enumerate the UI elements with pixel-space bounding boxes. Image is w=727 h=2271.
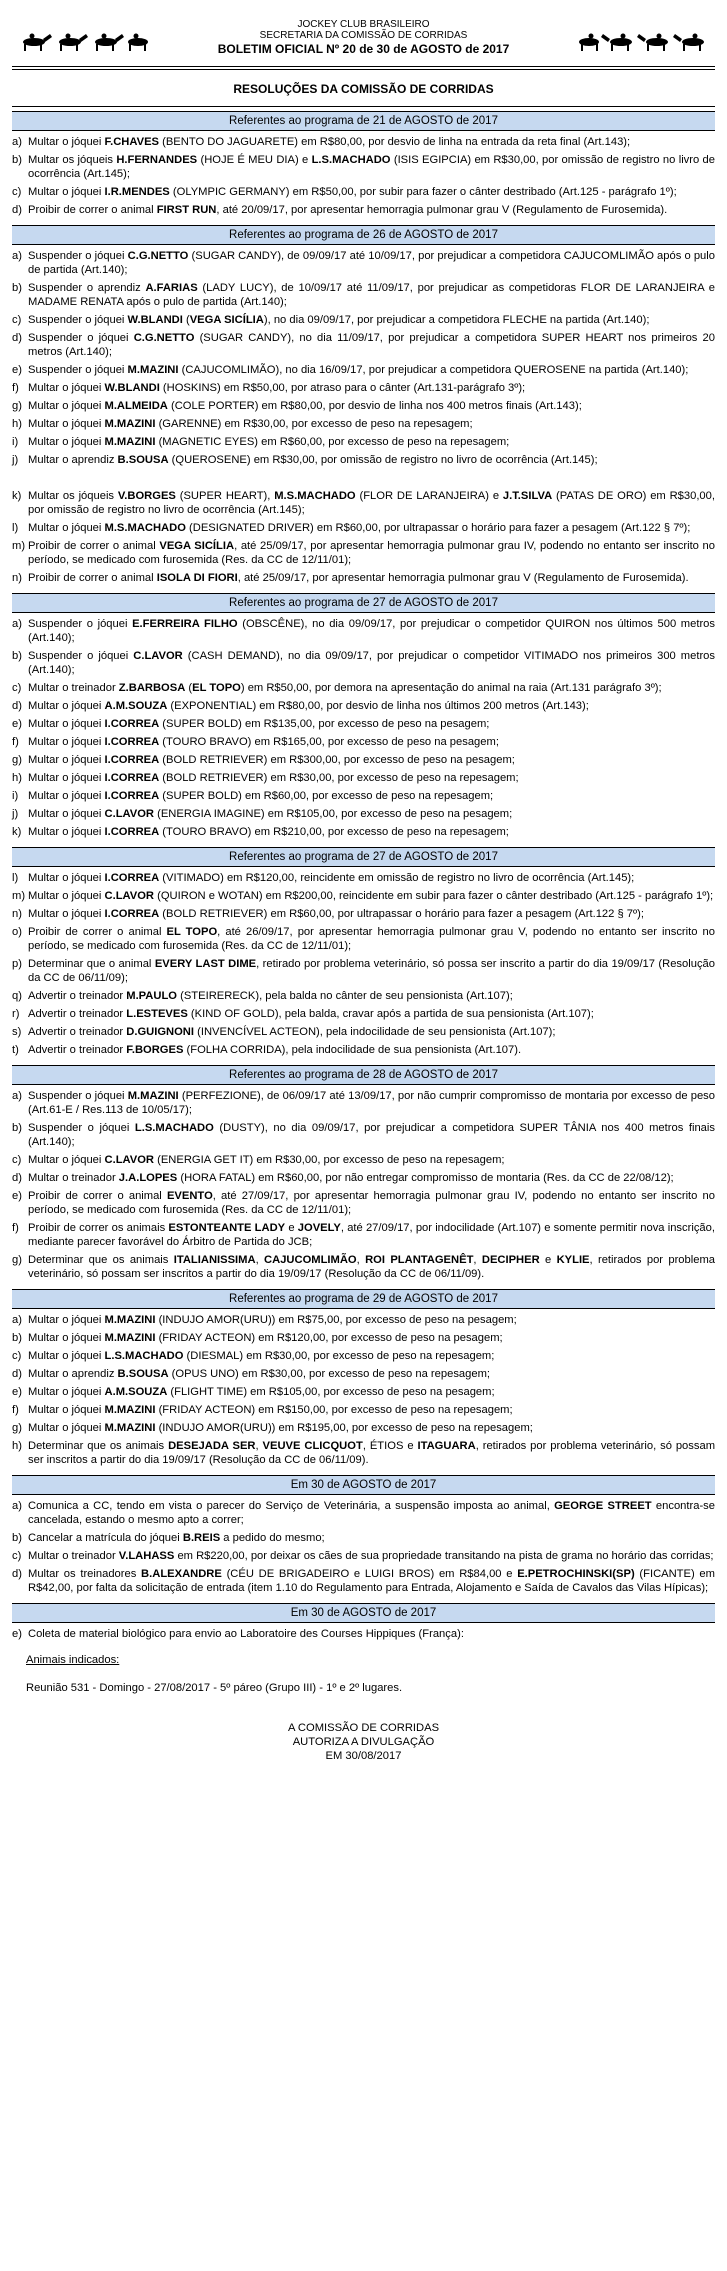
item-letter: j) bbox=[12, 454, 19, 466]
resolution-item bbox=[12, 1549, 715, 1563]
item-letter: c) bbox=[12, 1550, 22, 1562]
item-letter: h) bbox=[12, 1440, 22, 1452]
item-letter: d) bbox=[12, 700, 22, 712]
section-title: Referentes ao programa de 26 de AGOSTO de 2017 bbox=[12, 225, 715, 245]
item-text: Multar o jóquei M.S.MACHADO (DESIGNATED DRIVER) em R$60,00, por ultrapassar o horário para fazer a pesagem (Art.122 § 7º); bbox=[28, 522, 691, 534]
item-letter: l) bbox=[12, 522, 19, 534]
header-rule bbox=[12, 69, 715, 70]
item-text: Suspender o jóquei W.BLANDI (VEGA SICÍLIA), no dia 09/09/17, por prejudicar a competidora FLECHE na partida (Art.140); bbox=[28, 314, 650, 326]
resolution-item bbox=[12, 789, 715, 803]
main-title-rule bbox=[12, 106, 715, 107]
item-letter: f) bbox=[12, 1404, 19, 1416]
item-text: Multar o jóquei I.CORREA (BOLD RETRIEVER) em R$300,00, por excesso de peso na pesagem; bbox=[28, 754, 515, 766]
item-letter: d) bbox=[12, 1368, 22, 1380]
resolution-item bbox=[12, 135, 715, 149]
item-letter: n) bbox=[12, 572, 22, 584]
item-text: Proibir de correr o animal VEGA SICÍLIA, até 25/09/17, por apresentar hemorragia pulmonar grau IV, podendo no entanto ser inscrito no período, se medicado com furosemida (Res. da CC de 12/11/01); bbox=[28, 540, 715, 566]
resolution-item bbox=[12, 681, 715, 695]
item-letter: c) bbox=[12, 186, 22, 198]
item-text: Determinar que os animais DESEJADA SER, VEUVE CLICQUOT, ÉTIOS e ITAGUARA, retirados por problema veterinário, só possam ser inscritos a partir do dia 19/09/17 (Resolução da CC de 06/11/09). bbox=[28, 1440, 716, 1466]
item-letter: b) bbox=[12, 1332, 22, 1344]
item-letter: j) bbox=[12, 808, 19, 820]
item-letter: s) bbox=[12, 1026, 22, 1038]
footer-line: AUTORIZA A DIVULGAÇÃO bbox=[292, 1736, 435, 1748]
item-letter: b) bbox=[12, 1532, 22, 1544]
item-text: Multar o jóquei C.LAVOR (QUIRON e WOTAN) em R$200,00, reincidente em subir para fazer o cânter destribado (Art.125 - parágrafo 1º); bbox=[28, 890, 714, 902]
resolution-item bbox=[12, 1567, 715, 1595]
item-text: Cancelar a matrícula do jóquei B.REIS a pedido do mesmo; bbox=[28, 1532, 325, 1544]
footer-line: A COMISSÃO DE CORRIDAS bbox=[287, 1722, 440, 1734]
resolution-item bbox=[12, 363, 715, 377]
item-letter: d) bbox=[12, 332, 22, 344]
item-letter: p) bbox=[12, 958, 22, 970]
item-letter: b) bbox=[12, 1122, 22, 1134]
item-text: Multar os jóqueis H.FERNANDES (HOJE É MEU DIA) e L.S.MACHADO (ISIS EGIPCIA) em R$30,00, por omissão de registro no livro de ocorrência (Art.145); bbox=[28, 154, 715, 180]
section-title: Referentes ao programa de 27 de AGOSTO de 2017 bbox=[12, 593, 715, 613]
item-letter: h) bbox=[12, 772, 22, 784]
resolution-item bbox=[12, 1627, 715, 1641]
item-letter: m) bbox=[12, 540, 26, 552]
resolution-item bbox=[12, 489, 715, 517]
resolution-item bbox=[12, 1153, 715, 1167]
item-letter: e) bbox=[12, 718, 22, 730]
bulletin-page bbox=[12, 0, 715, 1763]
item-letter: e) bbox=[12, 1628, 22, 1640]
item-letter: g) bbox=[12, 1254, 22, 1266]
section-title: Referentes ao programa de 29 de AGOSTO de 2017 bbox=[12, 1289, 715, 1309]
resolution-item bbox=[12, 617, 715, 645]
item-text: Advertir o treinador M.PAULO (STEIRERECK), pela balda no cânter de seu pensionista (Art.107); bbox=[28, 990, 513, 1002]
item-text: Multar o treinador J.A.LOPES (HORA FATAL) em R$60,00, por não entregar compromisso de montaria (Res. da CC de 22/08/12); bbox=[28, 1172, 674, 1184]
resolution-item bbox=[12, 957, 715, 985]
resolution-item bbox=[12, 1089, 715, 1117]
item-text: Comunica a CC, tendo em vista o parecer do Serviço de Veterinária, a suspensão imposta ao animal, GEORGE STREET encontra-se cancelada, estando o mesmo apto a correr; bbox=[28, 1500, 715, 1526]
item-letter: i) bbox=[12, 436, 19, 448]
item-letter: a) bbox=[12, 618, 22, 630]
item-text: Multar o jóquei I.CORREA (BOLD RETRIEVER) em R$30,00, por excesso de peso na repesagem; bbox=[28, 772, 519, 784]
item-letter: d) bbox=[12, 204, 22, 216]
resolution-section bbox=[12, 1065, 715, 1281]
resolution-section bbox=[12, 111, 715, 217]
footer-line: EM 30/08/2017 bbox=[325, 1750, 402, 1762]
resolution-item bbox=[12, 1253, 715, 1281]
item-letter: m) bbox=[12, 890, 26, 902]
section-title: Em 30 de AGOSTO de 2017 bbox=[12, 1603, 715, 1623]
animals-heading: Animais indicados: bbox=[26, 1654, 120, 1666]
item-letter: e) bbox=[12, 1386, 22, 1398]
resolution-item bbox=[12, 1349, 715, 1363]
item-text: Suspender o jóquei C.LAVOR (CASH DEMAND), no dia 09/09/17, por prejudicar o competidor VITIMADO nos primeiros 300 metros (Art.140); bbox=[28, 650, 715, 676]
item-text: Multar o jóquei M.MAZINI (FRIDAY ACTEON) em R$120,00, por excesso de peso na pesagem; bbox=[28, 1332, 503, 1344]
item-letter: k) bbox=[12, 826, 22, 838]
item-text: Suspender o jóquei M.MAZINI (PERFEZIONE), de 06/09/17 até 13/09/17, por não cumprir compromisso de montaria por excesso de peso (Art.61-E / Res.113 de 10/05/17); bbox=[28, 1090, 715, 1116]
item-text: Multar o jóquei F.CHAVES (BENTO DO JAGUARETE) em R$80,00, por desvio de linha na entrada da reta final (Art.143); bbox=[28, 136, 631, 148]
item-text: Suspender o aprendiz A.FARIAS (LADY LUCY), de 10/09/17 até 11/09/17, por prejudicar as competidoras FLOR DE LARANJEIRA e MADAME RENATA após o pulo de partida (Art.140); bbox=[28, 282, 715, 308]
item-text: Proibir de correr o animal EL TOPO, até 26/09/17, por apresentar hemorragia pulmonar grau V, podendo no entanto ser inscrito no período, se medicado com furosemida (Res. da CC de 12/11/01); bbox=[28, 926, 715, 952]
resolution-item bbox=[12, 281, 715, 309]
item-letter: h) bbox=[12, 418, 22, 430]
item-letter: e) bbox=[12, 364, 22, 376]
item-text: Multar o aprendiz B.SOUSA (OPUS UNO) em R$30,00, por excesso de peso na repesagem; bbox=[28, 1368, 491, 1380]
item-letter: a) bbox=[12, 250, 22, 262]
resolution-item bbox=[12, 735, 715, 749]
resolution-item bbox=[12, 453, 715, 467]
item-text: Multar o jóquei M.MAZINI (INDUJO AMOR(URU)) em R$195,00, por excesso de peso na repesagem; bbox=[28, 1422, 533, 1434]
item-text: Multar o jóquei I.CORREA (TOURO BRAVO) em R$165,00, por excesso de peso na pesagem; bbox=[28, 736, 499, 748]
item-text: Multar o treinador V.LAHASS em R$220,00, por deixar os cães de sua propriedade transitando na pista de grama no horário das corridas; bbox=[28, 1550, 714, 1562]
section-title: Referentes ao programa de 27 de AGOSTO de 2017 bbox=[12, 847, 715, 867]
item-text: Multar o jóquei I.R.MENDES (OLYMPIC GERMANY) em R$50,00, por subir para fazer o cânter destribado (Art.125 - parágrafo 1º); bbox=[28, 186, 677, 198]
item-text: Suspender o jóquei C.G.NETTO (SUGAR CANDY), de 09/09/17 até 10/09/17, por prejudicar a competidora CAJUCOMLIMÃO após o pulo de partida (Art.140); bbox=[28, 250, 715, 276]
resolution-item bbox=[12, 1367, 715, 1381]
item-text: Proibir de correr o animal FIRST RUN, até 20/09/17, por apresentar hemorragia pulmonar grau V (Regulamento de Furosemida). bbox=[28, 204, 668, 216]
resolution-item bbox=[12, 717, 715, 731]
item-text: Multar o jóquei M.MAZINI (INDUJO AMOR(URU)) em R$75,00, por excesso de peso na pesagem; bbox=[28, 1314, 517, 1326]
item-letter: i) bbox=[12, 790, 19, 802]
resolution-section bbox=[12, 847, 715, 1057]
item-text: Multar o jóquei I.CORREA (SUPER BOLD) em R$135,00, por excesso de peso na pesagem; bbox=[28, 718, 490, 730]
item-text: Multar o jóquei I.CORREA (VITIMADO) em R$120,00, reincidente em omissão de registro no livro de ocorrência (Art.145); bbox=[28, 872, 635, 884]
item-letter: q) bbox=[12, 990, 22, 1002]
item-letter: g) bbox=[12, 1422, 22, 1434]
resolution-item bbox=[12, 313, 715, 327]
resolution-item bbox=[12, 435, 715, 449]
org-name: JOCKEY CLUB BRASILEIRO bbox=[297, 19, 430, 30]
item-text: Multar o treinador Z.BARBOSA (EL TOPO) em R$50,00, por demora na apresentação do animal na raia (Art.131 parágrafo 3º); bbox=[28, 682, 662, 694]
bulletin-header bbox=[12, 0, 715, 62]
item-text: Multar os treinadores B.ALEXANDRE (CÉU DE BRIGADEIRO e LUIGI BROS) em R$84,00 e E.PETROCHINSKI(SP) (FICANTE) em R$42,00, por falta da solicitação de entrada (item 1.10 do Regulamento para Entrada, Alojamento e Saída de Cavalos das Vilas Hípicas); bbox=[28, 1568, 715, 1594]
resolution-item bbox=[12, 331, 715, 359]
item-text: Multar o jóquei M.ALMEIDA (COLE PORTER) em R$80,00, por desvio de linha nos 400 metros finais (Art.143); bbox=[28, 400, 582, 412]
item-text: Suspender o jóquei L.S.MACHADO (DUSTY), no dia 09/09/17, por prejudicar a competidora SUPER TÂNIA nos 400 metros finais (Art.140); bbox=[28, 1122, 715, 1148]
resolution-item bbox=[12, 1385, 715, 1399]
section-title: Referentes ao programa de 28 de AGOSTO de 2017 bbox=[12, 1065, 715, 1085]
item-text: Determinar que o animal EVERY LAST DIME, retirado por problema veterinário, só possa ser inscrito a partir do dia 19/09/17 (Resolução da CC de 06/11/09); bbox=[28, 958, 715, 984]
resolution-item bbox=[12, 153, 715, 181]
resolution-item bbox=[12, 1439, 715, 1467]
item-text: Multar o jóquei I.CORREA (TOURO BRAVO) em R$210,00, por excesso de peso na repesagem; bbox=[28, 826, 509, 838]
resolution-item bbox=[12, 753, 715, 767]
item-text: Suspender o jóquei M.MAZINI (CAJUCOMLIMÃO), no dia 16/09/17, por prejudicar a competidora QUEROSENE na partida (Art.140); bbox=[28, 364, 689, 376]
item-text: Multar o jóquei M.MAZINI (GARENNE) em R$30,00, por excesso de peso na repesagem; bbox=[28, 418, 473, 430]
resolution-item bbox=[12, 1221, 715, 1249]
resolution-item bbox=[12, 539, 715, 567]
resolution-section bbox=[12, 593, 715, 839]
resolution-item bbox=[12, 925, 715, 953]
item-letter: n) bbox=[12, 908, 22, 920]
resolution-item bbox=[12, 907, 715, 921]
resolution-section bbox=[12, 225, 715, 585]
item-text: Advertir o treinador L.ESTEVES (KIND OF GOLD), pela balda, cravar após a partida de sua pensionista (Art.107); bbox=[28, 1008, 594, 1020]
animals-block bbox=[12, 1653, 715, 1695]
resolution-item bbox=[12, 417, 715, 431]
resolution-section bbox=[12, 1475, 715, 1595]
resolution-item bbox=[12, 871, 715, 885]
department-name: SECRETARIA DA COMISSÃO DE CORRIDAS bbox=[259, 30, 468, 41]
item-letter: e) bbox=[12, 1190, 22, 1202]
resolution-item bbox=[12, 1531, 715, 1545]
item-letter: d) bbox=[12, 1568, 22, 1580]
main-title: RESOLUÇÕES DA COMISSÃO DE CORRIDAS bbox=[233, 82, 494, 96]
item-text: Determinar que os animais ITALIANISSIMA, CAJUCOMLIMÃO, ROI PLANTAGENÊT, DECIPHER e KYLIE, retirados por problema veterinário, só possam ser inscritos a partir do dia 19/09/17 (Resolução da CC de 06/11/09). bbox=[28, 1254, 715, 1280]
resolution-item bbox=[12, 571, 715, 585]
item-letter: b) bbox=[12, 154, 22, 166]
item-text: Multar o jóquei I.CORREA (BOLD RETRIEVER) em R$60,00, por ultrapassar o horário para fazer a pesagem (Art.122 § 7º); bbox=[28, 908, 644, 920]
item-letter: r) bbox=[12, 1008, 20, 1020]
item-text: Multar o jóquei M.MAZINI (FRIDAY ACTEON) em R$150,00, por excesso de peso na repesagem; bbox=[28, 1404, 513, 1416]
resolution-item bbox=[12, 1025, 715, 1039]
item-letter: f) bbox=[12, 382, 19, 394]
item-text: Proibir de correr o animal EVENTO, até 27/09/17, por apresentar hemorragia pulmonar grau IV, podendo no entanto ser inscrito no período, se medicado com furosemida (Res. da CC de 12/11/01); bbox=[28, 1190, 715, 1216]
item-letter: c) bbox=[12, 1154, 22, 1166]
resolution-section bbox=[12, 1603, 715, 1641]
resolutions-list bbox=[12, 111, 715, 1641]
item-text: Multar o jóquei L.S.MACHADO (DIESMAL) em R$30,00, por excesso de peso na repesagem; bbox=[28, 1350, 495, 1362]
resolution-item bbox=[12, 203, 715, 217]
resolution-item bbox=[12, 649, 715, 677]
item-text: Suspender o jóquei E.FERREIRA FILHO (OBSCÊNE), no dia 09/09/17, por prejudicar o competidor QUIRON nos últimos 500 metros (Art.140); bbox=[28, 618, 715, 644]
item-letter: g) bbox=[12, 400, 22, 412]
resolution-item bbox=[12, 1421, 715, 1435]
item-letter: f) bbox=[12, 1222, 19, 1234]
authorization-footer bbox=[12, 1721, 715, 1763]
item-text: Multar o jóquei I.CORREA (SUPER BOLD) em R$60,00, por excesso de peso na repesagem; bbox=[28, 790, 494, 802]
header-rule bbox=[12, 66, 715, 67]
item-letter: g) bbox=[12, 754, 22, 766]
item-letter: a) bbox=[12, 1500, 22, 1512]
resolution-item bbox=[12, 1121, 715, 1149]
item-letter: t) bbox=[12, 1044, 19, 1056]
item-letter: c) bbox=[12, 682, 22, 694]
item-letter: c) bbox=[12, 314, 22, 326]
resolution-item bbox=[12, 1171, 715, 1185]
bulletin-title: BOLETIM OFICIAL Nº 20 de 30 de AGOSTO de 2017 bbox=[217, 42, 510, 56]
resolution-item bbox=[12, 825, 715, 839]
resolution-item bbox=[12, 807, 715, 821]
item-letter: a) bbox=[12, 1090, 22, 1102]
resolution-item bbox=[12, 771, 715, 785]
item-text: Advertir o treinador F.BORGES (FOLHA CORRIDA), pela indocilidade de sua pensionista (Art.107). bbox=[28, 1044, 522, 1056]
section-title: Em 30 de AGOSTO de 2017 bbox=[12, 1475, 715, 1495]
item-text: Multar os jóqueis V.BORGES (SUPER HEART), M.S.MACHADO (FLOR DE LARANJEIRA) e J.T.SILVA (PATAS DE ORO) em R$30,00, por omissão de registro no livro de ocorrência (Art.145); bbox=[28, 490, 715, 516]
resolution-item bbox=[12, 521, 715, 535]
item-text: Multar o jóquei A.M.SOUZA (EXPONENTIAL) em R$80,00, por desvio de linha nos últimos 200 metros (Art.143); bbox=[28, 700, 589, 712]
resolution-item bbox=[12, 249, 715, 277]
item-text: Multar o jóquei A.M.SOUZA (FLIGHT TIME) em R$105,00, por excesso de peso na pesagem; bbox=[28, 1386, 495, 1398]
item-letter: c) bbox=[12, 1350, 22, 1362]
resolution-item bbox=[12, 989, 715, 1003]
resolution-item bbox=[12, 1499, 715, 1527]
item-letter: d) bbox=[12, 1172, 22, 1184]
resolution-item bbox=[12, 399, 715, 413]
item-letter: a) bbox=[12, 1314, 22, 1326]
item-text: Multar o jóquei W.BLANDI (HOSKINS) em R$50,00, por atraso para o cânter (Art.131-parágrafo 3º); bbox=[28, 382, 526, 394]
resolution-item bbox=[12, 1313, 715, 1327]
item-text: Proibir de correr o animal ISOLA DI FIORI, até 25/09/17, por apresentar hemorragia pulmonar grau V (Regulamento de Furosemida). bbox=[28, 572, 689, 584]
item-letter: a) bbox=[12, 136, 22, 148]
item-text: Proibir de correr os animais ESTONTEANTE LADY e JOVELY, até 27/09/17, por indocilidade (Art.107) e somente permitir nova inscrição, mediante parecer favorável do Árbitro de Partida do JCB; bbox=[28, 1222, 715, 1248]
resolution-item bbox=[12, 1331, 715, 1345]
item-letter: l) bbox=[12, 872, 19, 884]
resolution-item bbox=[12, 699, 715, 713]
item-letter: o) bbox=[12, 926, 22, 938]
racing-horses-icon bbox=[575, 30, 715, 52]
resolution-item bbox=[12, 1043, 715, 1057]
resolution-item bbox=[12, 1189, 715, 1217]
item-text: Multar o aprendiz B.SOUSA (QUEROSENE) em R$30,00, por omissão de registro no livro de ocorrência (Art.145); bbox=[28, 454, 598, 466]
resolution-item bbox=[12, 889, 715, 903]
item-text: Multar o jóquei C.LAVOR (ENERGIA GET IT) em R$30,00, por excesso de peso na repesagem; bbox=[28, 1154, 505, 1166]
item-text: Suspender o jóquei C.G.NETTO (SUGAR CANDY), no dia 11/09/17, por prejudicar a competidora SUPER HEART nos primeiros 20 metros (Art.140); bbox=[28, 332, 715, 358]
resolution-item bbox=[12, 185, 715, 199]
item-letter: b) bbox=[12, 282, 22, 294]
resolution-item bbox=[12, 381, 715, 395]
animals-line: Reunião 531 - Domingo - 27/08/2017 - 5º páreo (Grupo III) - 1º e 2º lugares. bbox=[26, 1682, 403, 1694]
resolution-section bbox=[12, 1289, 715, 1467]
item-text: Multar o jóquei M.MAZINI (MAGNETIC EYES) em R$60,00, por excesso de peso na repesagem; bbox=[28, 436, 510, 448]
item-text: Advertir o treinador D.GUIGNONI (INVENCÍVEL ACTEON), pela indocilidade de seu pensionista (Art.107); bbox=[28, 1026, 556, 1038]
item-letter: b) bbox=[12, 650, 22, 662]
section-title: Referentes ao programa de 21 de AGOSTO de 2017 bbox=[12, 111, 715, 131]
item-text: Multar o jóquei C.LAVOR (ENERGIA IMAGINE) em R$105,00, por excesso de peso na pesagem; bbox=[28, 808, 513, 820]
resolution-item bbox=[12, 1403, 715, 1417]
item-text: Coleta de material biológico para envio ao Laboratoire des Courses Hippiques (França): bbox=[28, 1628, 464, 1640]
item-letter: f) bbox=[12, 736, 19, 748]
resolution-item bbox=[12, 1007, 715, 1021]
item-letter: k) bbox=[12, 490, 22, 502]
